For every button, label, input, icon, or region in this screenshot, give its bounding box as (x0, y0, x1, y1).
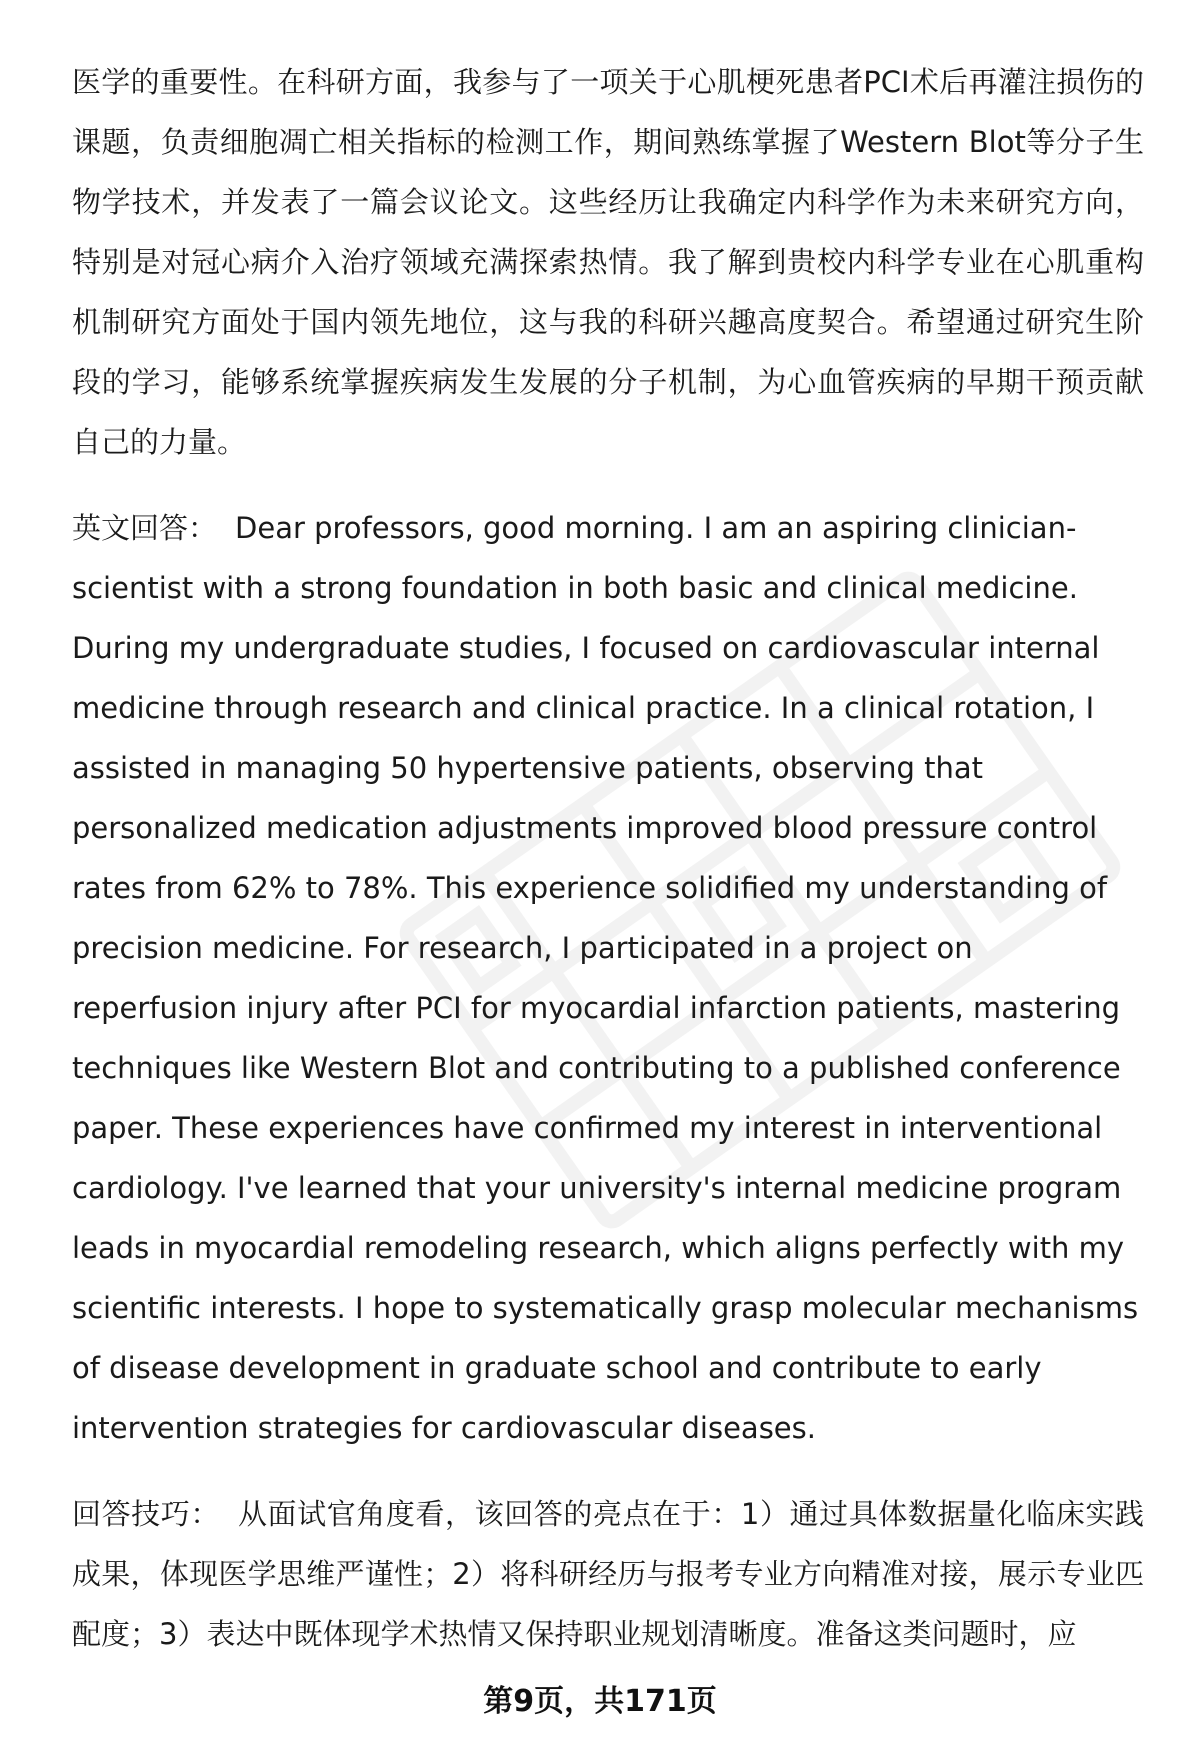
answer-tips-label: 回答技巧： (72, 1497, 220, 1531)
page-number: 第9页，共171页 (483, 1684, 717, 1719)
answer-tips-paragraph (72, 1484, 1144, 1664)
english-answer-text: Dear professors, good morning. I am an aspiring clinician-scientist with a strong foundation in both basic and clinical medicine. During my undergraduate studies, I focused on cardiovascular internal medicine through research and clinical practice. In a clinical rotation, I assisted in managing 50 hypertensive patients, observing that personalized medication adjustments improved blood pressure control rates from 62% to 78%. This experience solidified my understanding of precision medicine. For research, I participated in a project on reperfusion injury after PCI for myocardial infarction patients, mastering techniques like Western Blot and contributing to a published conference paper. These experiences have confirmed my interest in interventional cardiology. I've learned that your university's internal medicine program leads in myocardial remodeling research, which aligns perfectly with my scientific interests. I hope to systematically grasp molecular mechanisms of disease development in graduate school and contribute to early intervention strategies for cardiovascular diseases. (72, 511, 1139, 1445)
chinese-answer-continuation: 医学的重要性。在科研方面，我参与了一项关于心肌梗死患者PCI术后再灌注损伤的课题，负责细胞凋亡相关指标的检测工作，期间熟练掌握了Western Blot等分子生物学技术，并发表了一篇会议论文。这些经历让我确定内科学作为未来研究方向，特别是对冠心病介入治疗领域充满探索热情。我了解到贵校内科学专业在心肌重构机制研究方面处于国内领先地位，这与我的科研兴趣高度契合。希望通过研究生阶段的学习，能够系统掌握疾病发生发展的分子机制，为心血管疾病的早期干预贡献自己的力量。 (72, 65, 1144, 459)
english-answer-label: 英文回答： (72, 511, 218, 545)
main-content (72, 52, 1144, 1664)
answer-tips-text: 从面试官角度看，该回答的亮点在于：1）通过具体数据量化临床实践成果，体现医学思维严谨性；2）将科研经历与报考专业方向精准对接，展示专业匹配度；3）表达中既体现学术热情又保持职业规划清晰度。准备这类问题时，应 (72, 1497, 1144, 1651)
english-answer-paragraph (72, 498, 1144, 1458)
